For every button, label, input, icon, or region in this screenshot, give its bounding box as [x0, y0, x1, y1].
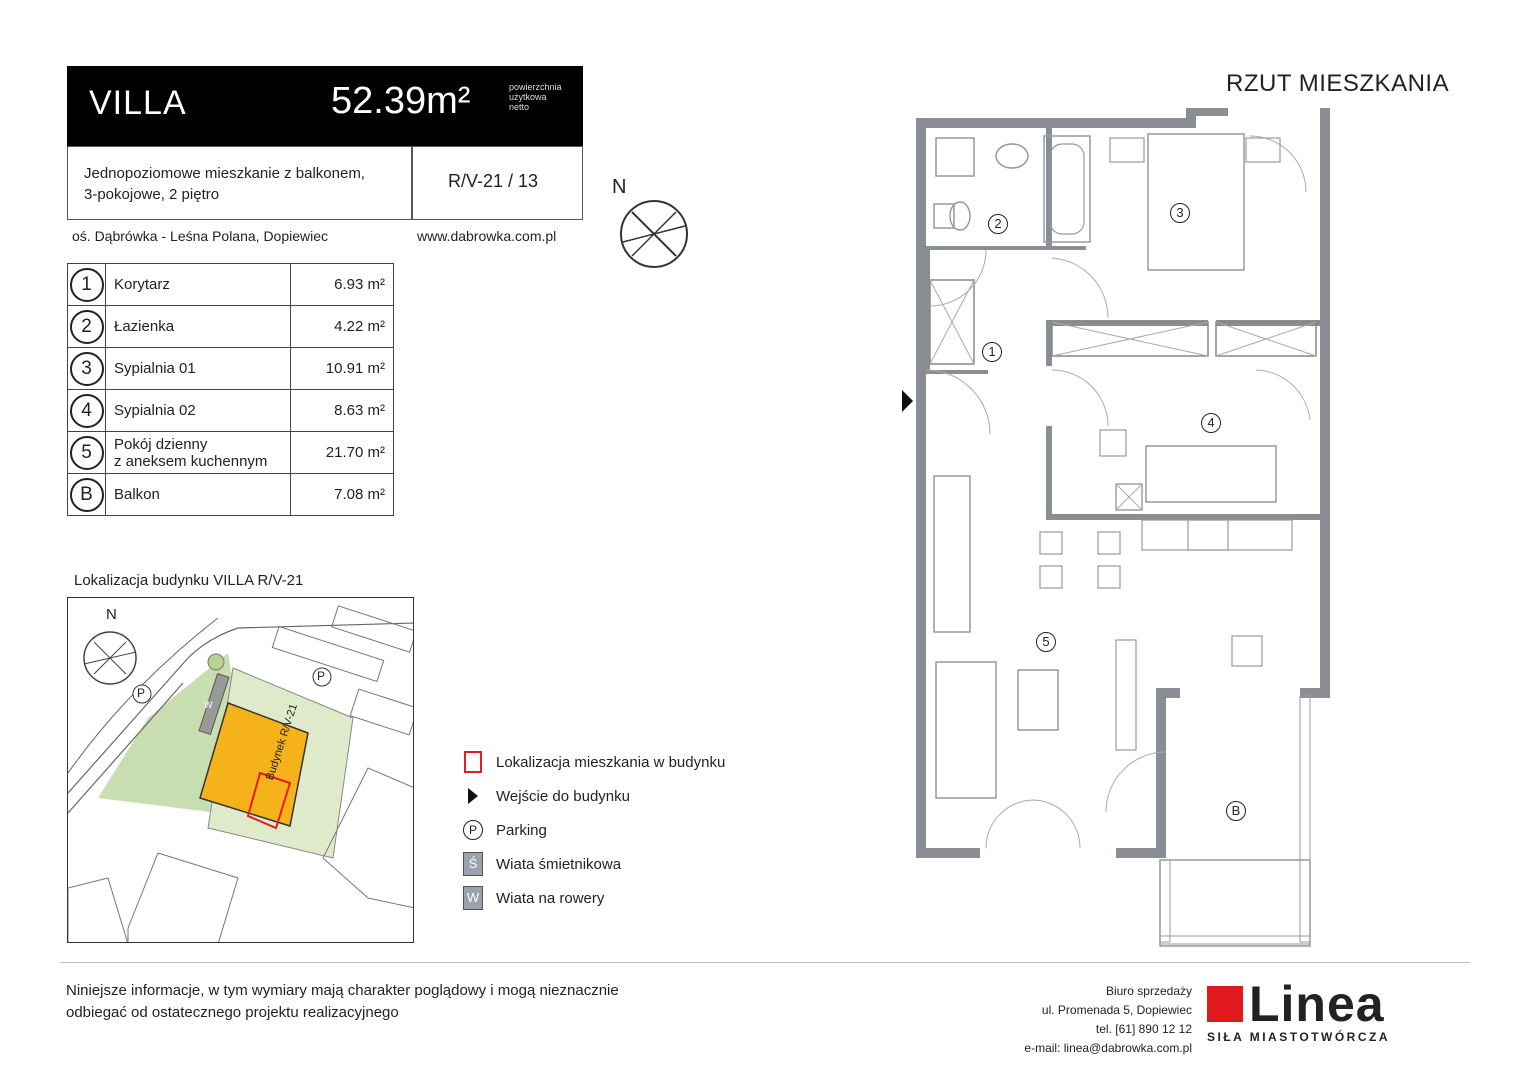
room-area: 21.70 m² — [291, 432, 394, 474]
plan-title: RZUT MIESZKANIA — [1226, 70, 1450, 97]
site-map — [67, 597, 414, 943]
room-area: 10.91 m² — [291, 348, 394, 390]
map-title: Lokalizacja budynku VILLA R/V-21 — [74, 572, 304, 589]
divider — [411, 147, 413, 219]
plan-label-4: 4 — [1201, 413, 1221, 433]
room-number: 2 — [68, 306, 106, 348]
sales-office: Biuro sprzedaży ul. Promenada 5, Dopiewiec tel. [61] 890 12 12 e-mail: linea@dabrowka.com.pl — [1024, 984, 1192, 1055]
apartment-code: R/V-21 / 13 — [448, 171, 539, 191]
waste-shelter-icon: Ś — [463, 852, 483, 876]
map-north-label: N — [106, 606, 117, 623]
map-parking-1: P — [137, 686, 146, 700]
room-row — [68, 348, 394, 390]
disclaimer: Niniejsze informacje, w tym wymiary mają charakter poglądowy i mogą nieznacznie odbiegać od ostatecznego projektu realizacyjnego — [66, 982, 619, 1021]
email-link[interactable]: e-mail: linea@dabrowka.com.pl — [1024, 1041, 1192, 1055]
room-name: Sypialnia 02 — [106, 390, 291, 432]
apartment-header — [67, 66, 583, 146]
compass-icon — [618, 198, 690, 270]
floor-plan — [890, 100, 1350, 950]
room-number: B — [68, 474, 106, 516]
room-name: Sypialnia 01 — [106, 348, 291, 390]
entrance-icon — [468, 788, 478, 804]
room-row — [68, 306, 394, 348]
parking-icon: P — [463, 820, 483, 840]
building-name: VILLA — [89, 84, 187, 122]
description-box — [67, 146, 583, 220]
plan-label-5: 5 — [1036, 632, 1056, 652]
footer-divider — [60, 962, 1470, 963]
entrance-arrow-icon — [902, 390, 914, 412]
room-name: Korytarz — [106, 264, 291, 306]
apartment-area: 52.39m² — [331, 80, 471, 122]
apartment-marker-icon — [464, 751, 482, 773]
room-area: 4.22 m² — [291, 306, 394, 348]
location-text: oś. Dąbrówka - Leśna Polana, Dopiewiec — [72, 228, 329, 244]
website-link[interactable]: www.dabrowka.com.pl — [417, 228, 557, 244]
legend-apartment: Lokalizacja mieszkania w budynku — [460, 745, 725, 779]
legend-bike: W Wiata na rowery — [460, 881, 725, 915]
room-number: 1 — [68, 264, 106, 306]
room-row — [68, 432, 394, 474]
compass-north-label: N — [612, 176, 627, 198]
map-legend — [460, 745, 725, 915]
plan-label-3: 3 — [1170, 203, 1190, 223]
room-number: 3 — [68, 348, 106, 390]
bike-shelter-icon: W — [463, 886, 483, 910]
room-row — [68, 390, 394, 432]
logo-tagline: SIŁA MIASTOTWÓRCZA — [1207, 1030, 1390, 1044]
room-area: 7.08 m² — [291, 474, 394, 516]
room-name: Łazienka — [106, 306, 291, 348]
room-number: 5 — [68, 432, 106, 474]
room-area: 8.63 m² — [291, 390, 394, 432]
room-row — [68, 264, 394, 306]
room-number: 4 — [68, 390, 106, 432]
room-area: 6.93 m² — [291, 264, 394, 306]
plan-label-1: 1 — [982, 342, 1002, 362]
map-building-label: Budynek R/V-21 — [264, 702, 300, 782]
map-parking-2: P — [317, 669, 326, 683]
linea-logo: Linea SIŁA MIASTOTWÓRCZA — [1207, 976, 1390, 1044]
plan-label-2: 2 — [988, 214, 1008, 234]
rooms-table — [67, 263, 394, 516]
legend-parking: P Parking — [460, 813, 725, 847]
map-bike-shelter: W — [204, 700, 213, 710]
legend-entrance: Wejście do budynku — [460, 779, 725, 813]
area-note: powierzchnia użytkowa netto — [509, 82, 562, 112]
legend-waste: Ś Wiata śmietnikowa — [460, 847, 725, 881]
room-name: Pokój dzienny z aneksem kuchennym — [106, 432, 291, 474]
plan-label-b: B — [1226, 801, 1246, 821]
room-name: Balkon — [106, 474, 291, 516]
logo-square-icon — [1207, 986, 1243, 1022]
apartment-description: Jednopoziomowe mieszkanie z balkonem, 3-pokojowe, 2 piętro — [84, 165, 365, 203]
room-row — [68, 474, 394, 516]
